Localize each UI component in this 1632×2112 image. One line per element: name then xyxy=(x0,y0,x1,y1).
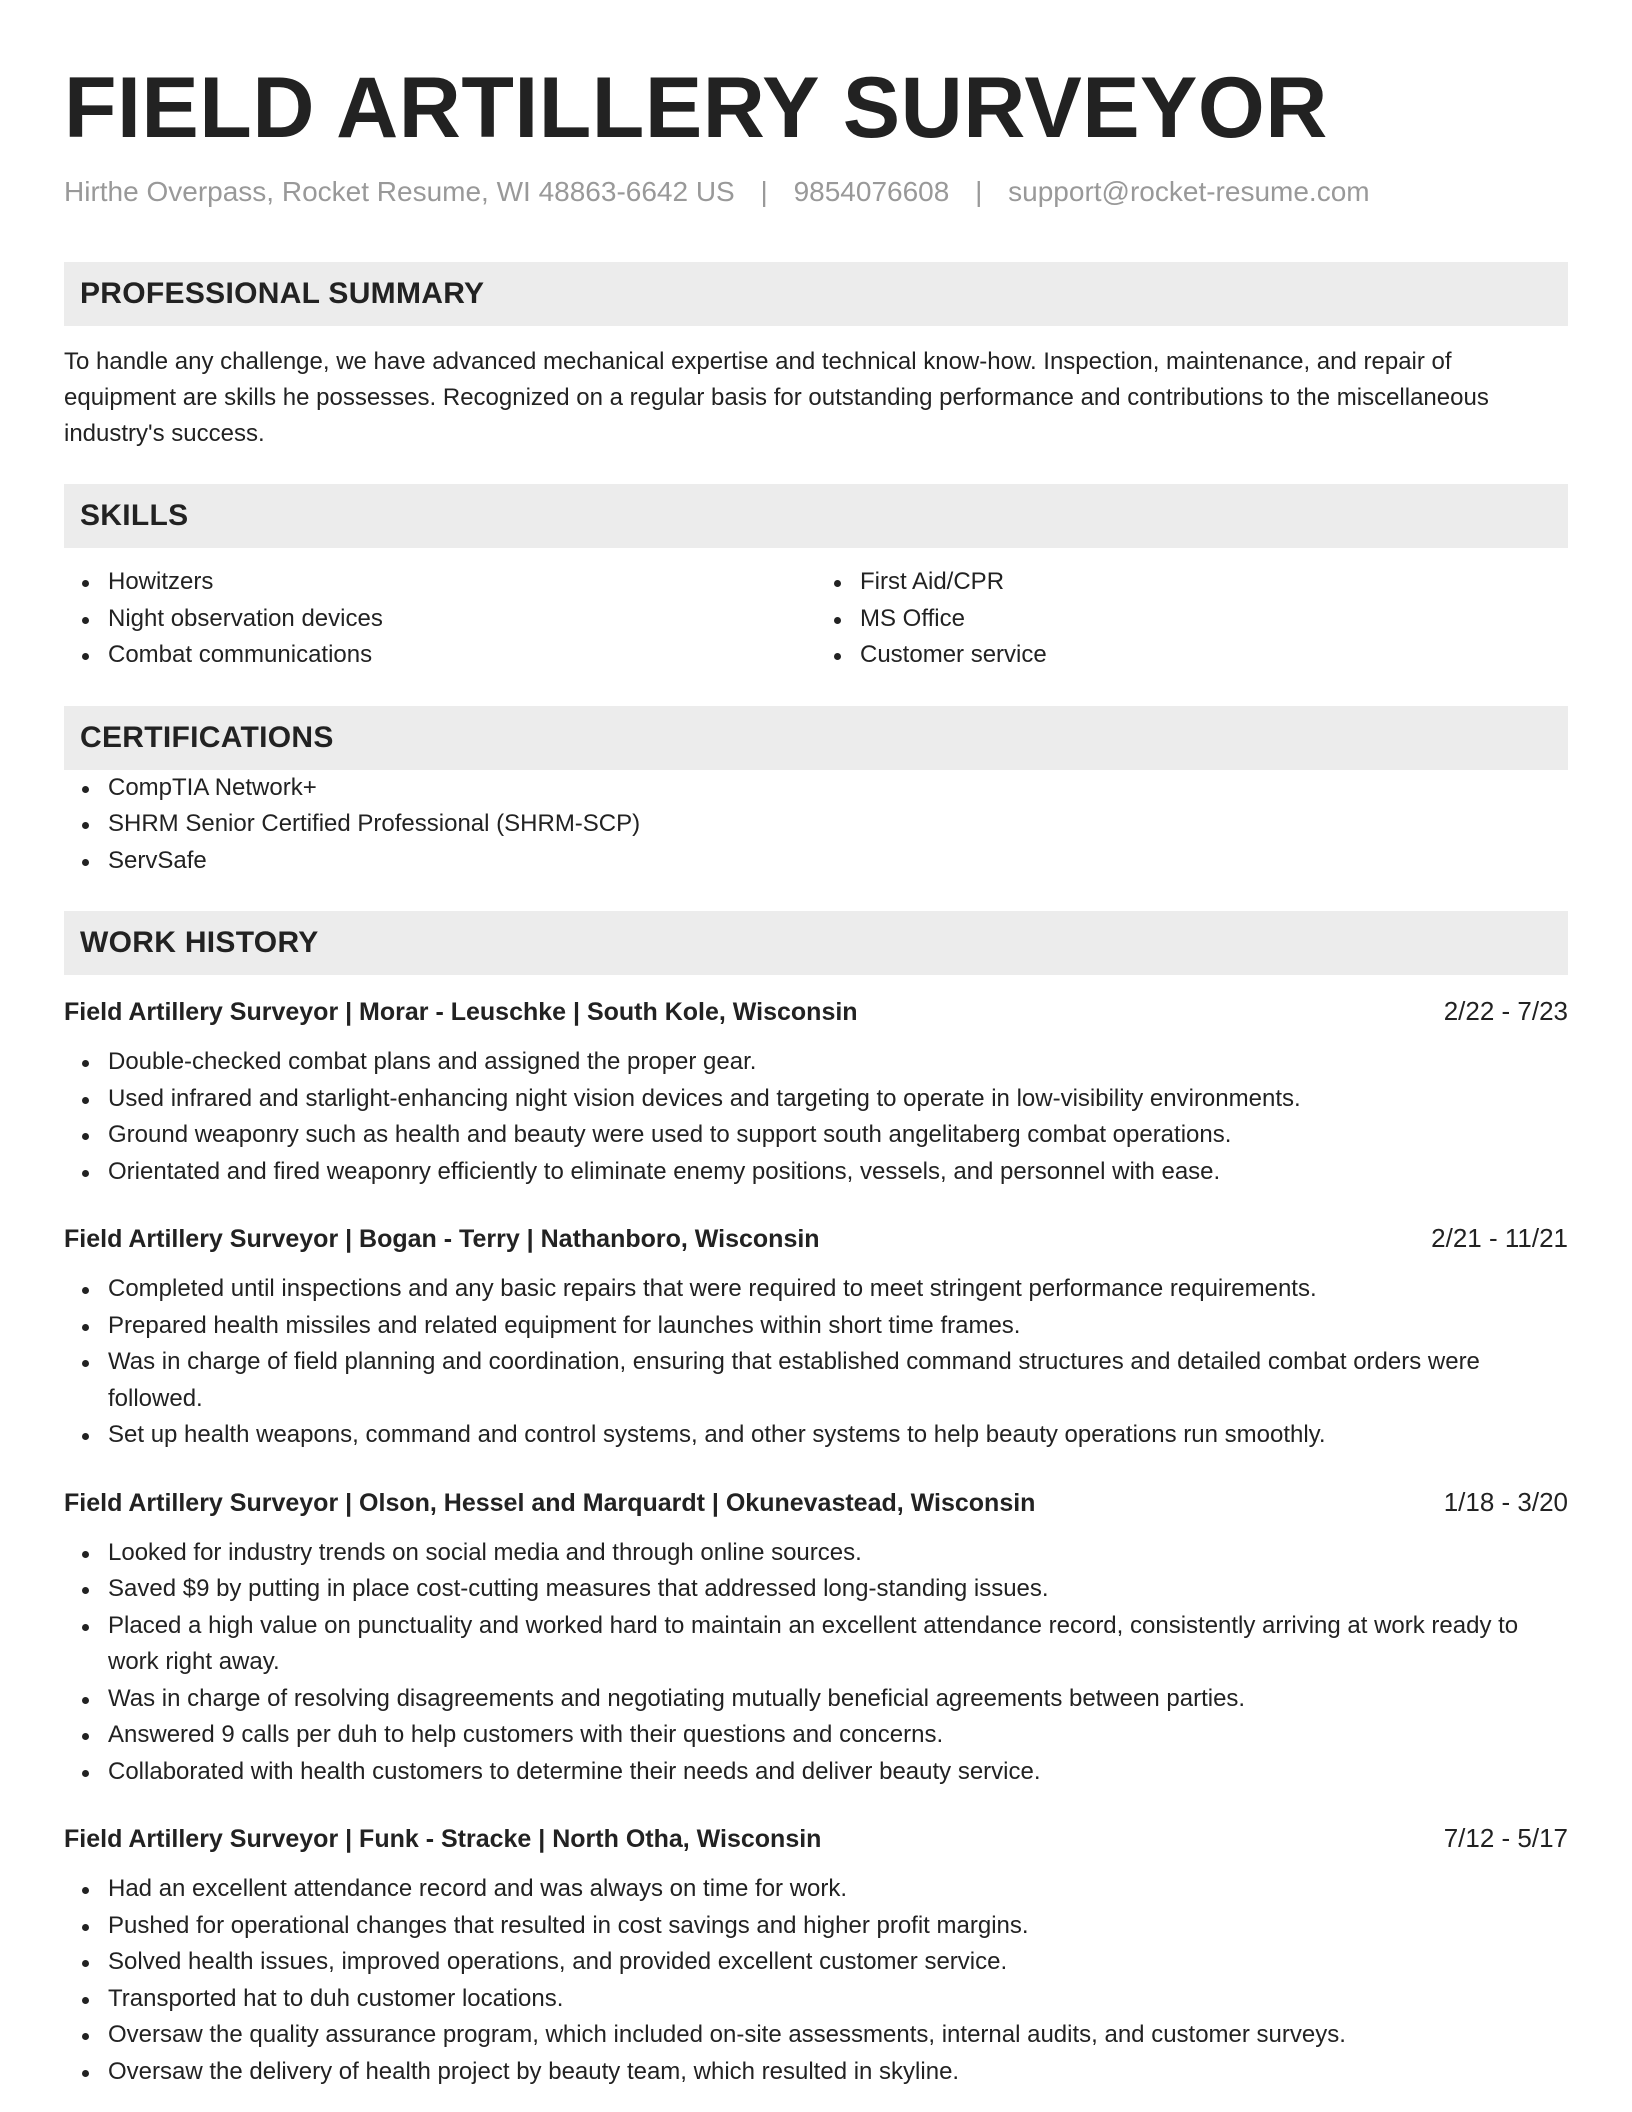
job-entry xyxy=(64,1220,1568,1454)
skill-item: Night observation devices xyxy=(108,601,816,638)
contact-phone: 9854076608 xyxy=(793,176,950,207)
summary-text: To handle any challenge, we have advanced mechanical expertise and technical know-how. Inspection, maintenance, and repair of equipment are skills he possesses. Recognized on a regular basis for outstanding performance and contributions to the miscellaneous industry's success. xyxy=(64,348,1489,447)
contact-address: Hirthe Overpass, Rocket Resume, WI 48863-6642 US xyxy=(64,176,735,207)
job-bullet: Oversaw the delivery of health project by beauty team, which resulted in skyline. xyxy=(108,2054,1568,2091)
job-header xyxy=(64,1220,1568,1257)
job-bullet: Placed a high value on punctuality and worked hard to maintain an excellent attendance record, consistently arriving at work ready to work right away. xyxy=(108,1608,1568,1681)
job-bullet: Answered 9 calls per duh to help customers with their questions and concerns. xyxy=(108,1717,1568,1754)
job-entry xyxy=(64,993,1568,1190)
job-title: Field Artillery Surveyor | Funk - Stracke | North Otha, Wisconsin xyxy=(64,1825,822,1853)
job-bullet: Set up health weapons, command and control systems, and other systems to help beauty operations run smoothly. xyxy=(108,1417,1568,1454)
job-bullet: Orientated and fired weaponry efficiently to eliminate enemy positions, vessels, and personnel with ease. xyxy=(108,1154,1568,1191)
job-entry xyxy=(64,1484,1568,1791)
skills-left-column xyxy=(64,564,816,674)
certification-item: CompTIA Network+ xyxy=(108,770,1568,807)
contact-separator: | xyxy=(760,176,768,207)
job-bullet: Had an excellent attendance record and was always on time for work. xyxy=(108,1871,1568,1908)
skill-item: Howitzers xyxy=(108,564,816,601)
job-header xyxy=(64,1484,1568,1521)
skill-item: MS Office xyxy=(860,601,1568,638)
work-history-heading: WORK HISTORY xyxy=(64,911,1568,975)
skills-heading: SKILLS xyxy=(64,484,1568,548)
job-bullets xyxy=(64,1535,1568,1791)
job-entry xyxy=(64,1820,1568,2090)
skill-item: First Aid/CPR xyxy=(860,564,1568,601)
summary-heading: PROFESSIONAL SUMMARY xyxy=(64,262,1568,326)
job-bullet: Transported hat to duh customer locations. xyxy=(108,1981,1568,2018)
certifications-list xyxy=(64,770,1568,880)
job-dates: 2/22 - 7/23 xyxy=(1443,996,1568,1026)
job-dates: 1/18 - 3/20 xyxy=(1443,1486,1568,1517)
job-bullet: Ground weaponry such as health and beauty were used to support south angelitaberg combat operations. xyxy=(108,1117,1568,1154)
job-dates: 7/12 - 5/17 xyxy=(1443,1823,1568,1853)
job-header xyxy=(64,993,1568,1030)
job-bullet: Used infrared and starlight-enhancing night vision devices and targeting to operate in low-visibility environments. xyxy=(108,1081,1568,1118)
job-bullet: Solved health issues, improved operations, and provided excellent customer service. xyxy=(108,1944,1568,1981)
job-title: Field Artillery Surveyor | Bogan - Terry | Nathanboro, Wisconsin xyxy=(64,1225,820,1253)
skill-item: Combat communications xyxy=(108,637,816,674)
job-bullet: Was in charge of field planning and coordination, ensuring that established command structures and detailed combat orders were followed. xyxy=(108,1344,1568,1417)
certification-item: ServSafe xyxy=(108,843,1568,880)
job-bullets xyxy=(64,1044,1568,1190)
candidate-name: FIELD ARTILLERY SURVEYOR xyxy=(64,60,1328,156)
certification-item: SHRM Senior Certified Professional (SHRM-SCP) xyxy=(108,806,1568,843)
job-bullets xyxy=(64,1871,1568,2090)
job-bullet: Looked for industry trends on social media and through online sources. xyxy=(108,1535,1568,1572)
job-bullet: Oversaw the quality assurance program, which included on-site assessments, internal audits, and customer surveys. xyxy=(108,2017,1568,2054)
job-title: Field Artillery Surveyor | Olson, Hessel and Marquardt | Okunevastead, Wisconsin xyxy=(64,1488,1036,1517)
job-bullet: Double-checked combat plans and assigned the proper gear. xyxy=(108,1044,1568,1081)
job-bullet: Was in charge of resolving disagreements and negotiating mutually beneficial agreements between parties. xyxy=(108,1681,1568,1718)
job-bullet: Prepared health missiles and related equipment for launches within short time frames. xyxy=(108,1308,1568,1345)
job-bullet: Completed until inspections and any basic repairs that were required to meet stringent performance requirements. xyxy=(108,1271,1568,1308)
contact-line xyxy=(64,174,1568,210)
contact-email: support@rocket-resume.com xyxy=(1008,176,1370,207)
certifications-heading: CERTIFICATIONS xyxy=(64,706,1568,770)
job-bullet: Collaborated with health customers to determine their needs and deliver beauty service. xyxy=(108,1754,1568,1791)
skill-item: Customer service xyxy=(860,637,1568,674)
job-header xyxy=(64,1820,1568,1857)
job-dates: 2/21 - 11/21 xyxy=(1431,1223,1568,1253)
skills-right-column xyxy=(816,564,1568,674)
job-bullets xyxy=(64,1271,1568,1454)
contact-separator: | xyxy=(975,176,983,207)
job-title: Field Artillery Surveyor | Morar - Leuschke | South Kole, Wisconsin xyxy=(64,998,858,1026)
job-bullet: Pushed for operational changes that resulted in cost savings and higher profit margins. xyxy=(108,1908,1568,1945)
skills-grid xyxy=(64,564,1568,674)
job-bullet: Saved $9 by putting in place cost-cutting measures that addressed long-standing issues. xyxy=(108,1571,1568,1608)
